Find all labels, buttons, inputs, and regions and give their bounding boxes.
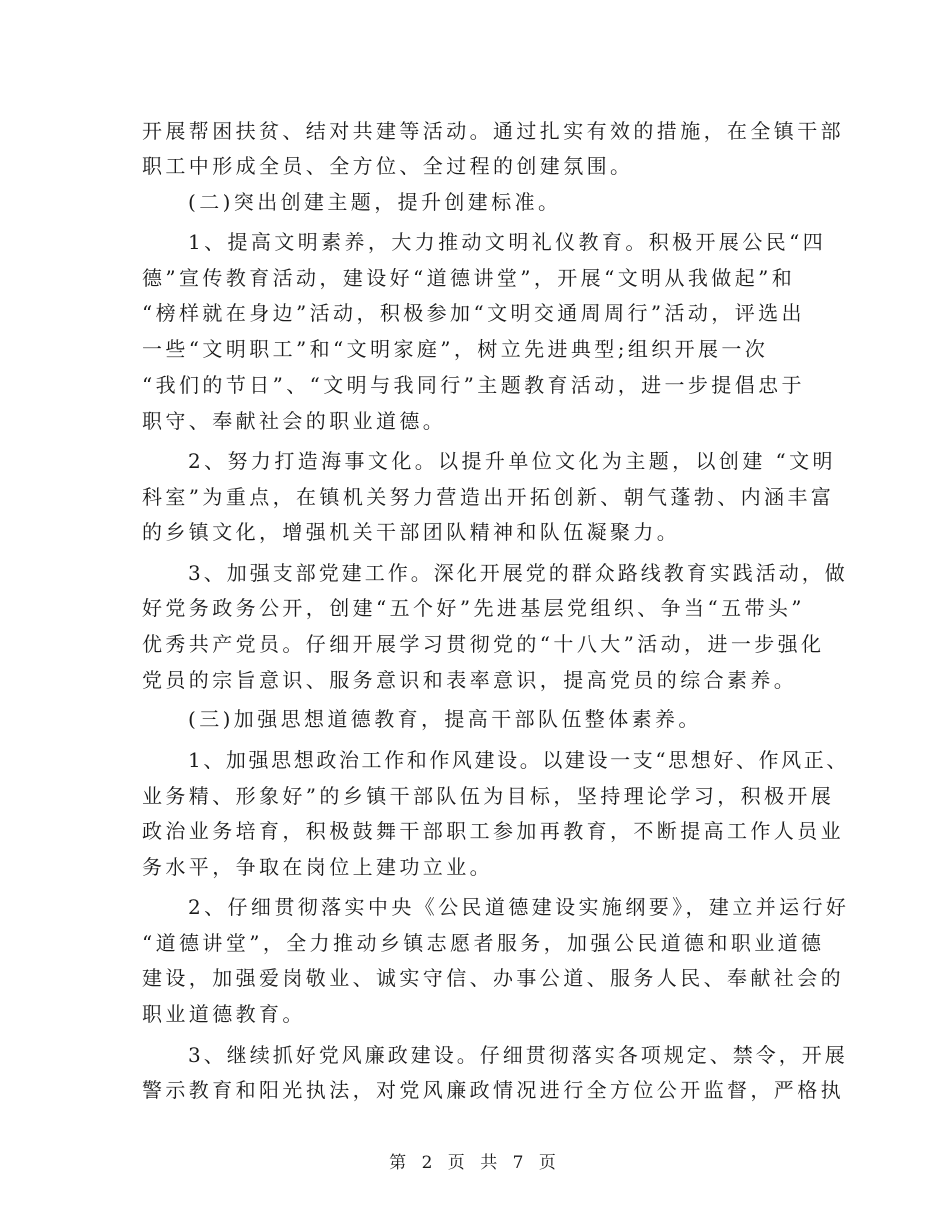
text-line: 2、仔细贯彻落实中央《公民道德建设实施纲要》，建立并运行好 bbox=[188, 895, 850, 919]
text-line: 的乡镇文化，增强机关干部团队精神和队伍凝聚力。 bbox=[142, 520, 681, 544]
text-line: 开展帮困扶贫、结对共建等活动。通过扎实有效的措施，在全镇干部 bbox=[142, 119, 844, 143]
text-line: 1、加强思想政治工作和作风建设。以建设一支“思想好、作风正、 bbox=[188, 748, 849, 772]
text-line: 优秀共产党员。仔细开展学习贯彻党的“十八大”活动，进一步强化 bbox=[142, 632, 825, 656]
text-line: 3、加强支部党建工作。深化开展党的群众路线教育实践活动，做 bbox=[188, 561, 848, 585]
text-line: 党员的宗旨意识、服务意识和表率意识，提高党员的综合素养。 bbox=[142, 668, 798, 692]
text-line: 2、努力打造海事文化。以提升单位文化为主题，以创建 “文明 bbox=[188, 449, 836, 473]
text-line: 警示教育和阳光执法，对党风廉政情况进行全方位公开监督，严格执 bbox=[142, 1078, 844, 1102]
text-line: (二)突出创建主题，提升创建标准。 bbox=[188, 190, 562, 214]
text-line: 职业道德教育。 bbox=[142, 1002, 306, 1026]
text-line: 德”宣传教育活动，建设好“道德讲堂”，开展“文明从我做起”和 bbox=[142, 266, 796, 290]
text-line: 职工中形成全员、全方位、全过程的创建氛围。 bbox=[142, 154, 634, 178]
text-line: 一些“文明职工”和“文明家庭”，树立先进典型;组织开展一次 bbox=[142, 337, 769, 361]
text-line: (三)加强思想道德教育，提高干部队伍整体素养。 bbox=[188, 707, 702, 731]
text-line: 建设，加强爱岗敬业、诚实守信、办事公道、服务人民、奉献社会的 bbox=[142, 966, 844, 990]
text-line: 好党务政务公开，创建“五个好”先进基层党组织、争当“五带头” bbox=[142, 596, 805, 620]
page-number-footer: 第 2 页 共 7 页 bbox=[389, 1153, 561, 1173]
text-line: 1、提高文明素养，大力推动文明礼仪教育。积极开展公民“四 bbox=[188, 230, 827, 254]
text-line: 政治业务培育，积极鼓舞干部职工参加再教育，不断提高工作人员业 bbox=[142, 819, 844, 843]
text-line: 职守、奉献社会的职业道德。 bbox=[142, 409, 447, 433]
text-line: 业务精、形象好”的乡镇干部队伍为目标，坚持理论学习，积极开展 bbox=[142, 784, 835, 808]
text-line: 3、继续抓好党风廉政建设。仔细贯彻落实各项规定、禁令，开展 bbox=[188, 1043, 848, 1067]
text-line: 科室”为重点，在镇机关努力营造出开拓创新、朝气蓬勃、内涵丰富 bbox=[142, 485, 835, 509]
text-line: 务水平，争取在岗位上建功立业。 bbox=[142, 855, 493, 879]
text-line: “榜样就在身边”活动，积极参加“文明交通周周行”活动，评选出 bbox=[142, 301, 805, 325]
text-line: “我们的节日”、“文明与我同行”主题教育活动，进一步提倡忠于 bbox=[142, 373, 805, 397]
text-line: “道德讲堂”，全力推动乡镇志愿者服务，加强公民道德和职业道德 bbox=[142, 931, 825, 955]
